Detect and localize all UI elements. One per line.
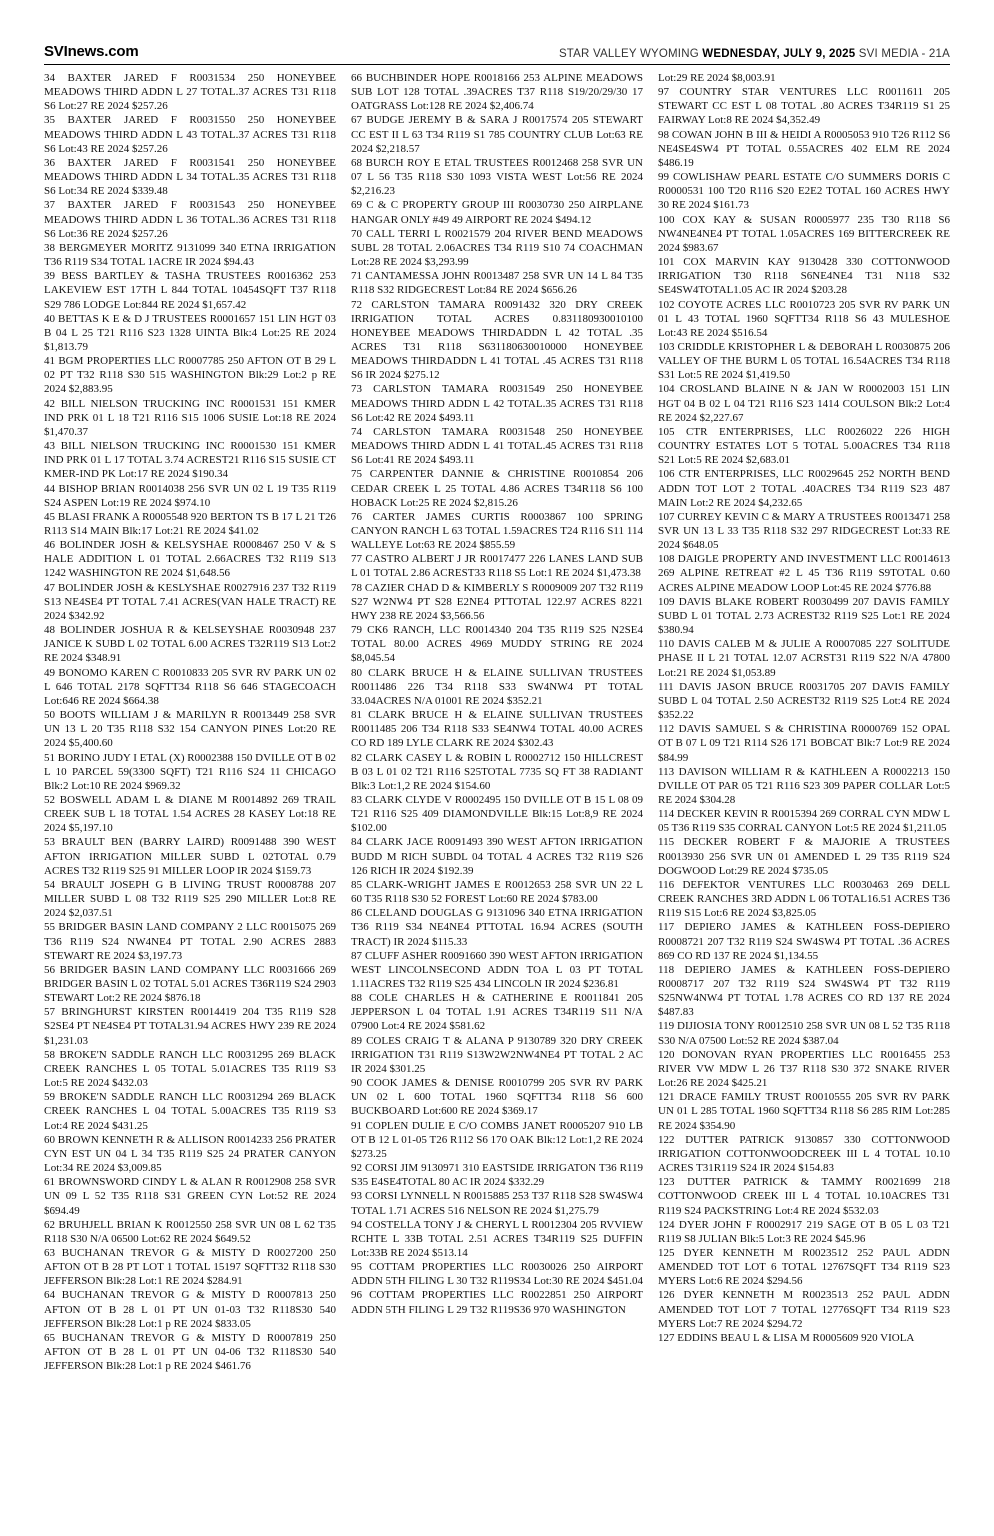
location: STAR VALLEY WYOMING [558,48,699,60]
tax-list-entry: 53 BRAULT BEN (BARRY LAIRD) R0091488 390 WEST AFTON IRRIGATION MILLER SUBD L 02TOTAL 0.79 ACRES T32 R119 S25 91 MILLER LOOP IR 2024 $159.73 [44,836,336,877]
tax-list-entry: 89 COLES CRAIG T & ALANA P 9130789 320 DRY CREEK IRRIGATION T31 R119 S13W2W2NW4NE4 PT TOTAL 2 AC IR 2024 $301.25 [351,1034,643,1075]
tax-list-entry: 102 COYOTE ACRES LLC R0010723 205 SVR RV PARK UN 01 L 43 TOTAL 1960 SQFTT34 R118 S6 43 MULESHOE Lot:43 RE 2024 $516.54 [658,298,950,339]
tax-list-entry: 83 CLARK CLYDE V R0002495 150 DVILLE OT B 15 L 08 09 T21 R116 S25 409 DIAMONDVILLE Blk:15 Lot:8,9 RE 2024 $102.00 [351,793,643,835]
tax-list-entry: 76 CARTER JAMES CURTIS R0003867 100 SPRING CANYON RANCH L 63 TOTAL 1.59ACRES T24 R116 S11 114 WALLEYE Lot:63 RE 2024 $855.59 [351,510,643,552]
tax-list-entry: 52 BOSWELL ADAM L & DIANE M R0014892 269 TRAIL CREEK SUB L 18 TOTAL 1.54 ACRES 28 KASEY Lot:18 RE 2024 $5,197.10 [44,793,336,835]
tax-list-entry: 123 DUTTER PATRICK & TAMMY R0021699 218 COTTONWOOD CREEK III L 4 TOTAL 10.10ACRES T31 R119 S24 PACKSTRING Lot:4 RE 2024 $532.03 [658,1176,950,1217]
section-page: SVI MEDIA - 21A [858,48,950,60]
tax-list-entry: 92 CORSI JIM 9130971 310 EASTSIDE IRRIGATON T36 R119 S35 E4SE4TOTAL 80 AC IR 2024 $332.29 [351,1162,643,1189]
tax-list-entry: 86 CLELAND DOUGLAS G 9131096 340 ETNA IRRIGATION T36 R119 S34 NE4NE4 PTTOTAL 16.94 ACRES (SOUTH TRACT) IR 2024 $115.33 [351,907,643,948]
tax-list-entry: 125 DYER KENNETH M R0023512 252 PAUL ADDN AMENDED TOT LOT 6 TOTAL 12767SQFT T34 R119 S23 MYERS Lot:6 RE 2024 $294.56 [658,1246,950,1288]
tax-list-entry: 45 BLASI FRANK A R0005548 920 BERTON TS B 17 L 21 T26 R113 S14 MAIN Blk:17 Lot:21 RE 2024 $41.02 [44,510,336,537]
tax-list-entry: 69 C & C PROPERTY GROUP III R0030730 250 AIRPLANE HANGAR ONLY #49 49 AIRPORT RE 2024 $494.12 [351,199,643,226]
tax-list-entry: 116 DEFEKTOR VENTURES LLC R0030463 269 DELL CREEK RANCHES 3RD ADDN L 06 TOTAL16.51 ACRES T36 R119 S15 Lot:6 RE 2024 $3,825.05 [658,878,950,920]
tax-list-entry: 38 BERGMEYER MORITZ 9131099 340 ETNA IRRIGATION T36 R119 S34 TOTAL 1ACRE IR 2024 $94.43 [44,241,336,269]
tax-list-entry: 41 BGM PROPERTIES LLC R0007785 250 AFTON OT B 29 L 02 PT T32 R118 S30 515 WASHINGTON Blk:29 Lot:2 p RE 2024 $2,883.95 [44,355,336,396]
tax-list-entry: 114 DECKER KEVIN R R0015394 269 CORRAL CYN MDW L 05 T36 R119 S35 CORRAL CANYON Lot:5 RE 2024 $1,211.05 [658,808,950,835]
tax-list-entry: 40 BETTAS K E & D J TRUSTEES R0001657 151 LIN HGT 03 B 04 L 25 T21 R116 S23 1328 UINTA Blk:4 Lot:25 RE 2024 $1,813.79 [44,312,336,353]
tax-list-entry: 39 BESS BARTLEY & TASHA TRUSTEES R0016362 253 LAKEVIEW EST 17TH L 844 TOTAL 10454SQFT T37 R118 S29 786 LODGE Lot:844 RE 2024 $1,657.42 [44,270,336,311]
tax-list-entry: 51 BORINO JUDY I ETAL (X) R0002388 150 DVILLE OT B 02 L 10 PARCEL 59(3300 SQFT) T21 R116 S24 11 CHICAGO Blk:2 Lot:10 RE 2024 $969.32 [44,751,336,792]
tax-list-entry: 35 BAXTER JARED F R0031550 250 HONEYBEE MEADOWS THIRD ADDN L 43 TOTAL.37 ACRES T31 R118 S6 Lot:43 RE 2024 $257.26 [44,114,336,155]
tax-list-entry: 66 BUCHBINDER HOPE R0018166 253 ALPINE MEADOWS SUB LOT 128 TOTAL .39ACRES T37 R118 S19/20/29/30 17 OATGRASS Lot:128 RE 2024 $2,406.74 [351,72,643,113]
tax-list-entry: 64 BUCHANAN TREVOR G & MISTY D R0007813 250 AFTON OT B 28 L 01 PT UN 01-03 T32 R118S30 540 JEFFERSON Blk:28 Lot:1 p RE 2024 $833.05 [44,1289,336,1330]
tax-list-entry: 49 BONOMO KAREN C R0010833 205 SVR RV PARK UN 02 L 646 TOTAL 2178 SQFTT34 R118 S6 646 STAGECOACH Lot:646 RE 2024 $664.38 [44,666,336,707]
tax-list-entry: 59 BROKE'N SADDLE RANCH LLC R0031294 269 BLACK CREEK RANCHES L 04 TOTAL 5.00ACRES T35 R119 S3 Lot:4 RE 2024 $431.25 [44,1091,336,1132]
tax-list-entry: 71 CANTAMESSA JOHN R0013487 258 SVR UN 14 L 84 T35 R118 S32 RIDGECREST Lot:84 RE 2024 $656.26 [351,270,643,297]
column-2 [351,71,643,1373]
tax-list-entry: 57 BRINGHURST KIRSTEN R0014419 204 T35 R119 S28 S2SE4 PT NE4SE4 PT TOTAL31.94 ACRES HWY 239 RE 2024 $1,231.03 [44,1006,336,1047]
column-1 [44,71,336,1373]
tax-list-entry: 34 BAXTER JARED F R0031534 250 HONEYBEE MEADOWS THIRD ADDN L 27 TOTAL.37 ACRES T31 R118 S6 Lot:27 RE 2024 $257.26 [44,72,336,113]
tax-list-entry: 81 CLARK BRUCE H & ELAINE SULLIVAN TRUSTEES R0011485 206 T34 R118 S33 SE4NW4 TOTAL 40.00 ACRES CO RD 189 LYLE CLARK RE 2024 $302.43 [351,709,643,750]
tax-list-entry: 82 CLARK CASEY L & ROBIN L R0002712 150 HILLCREST B 03 L 01 02 T21 R116 S25TOTAL 7735 SQ FT 38 RADIANT Blk:3 Lot:1,2 RE 2024 $154.60 [351,751,643,792]
tax-list-entry: 73 CARLSTON TAMARA R0031549 250 HONEYBEE MEADOWS THIRD ADDN L 42 TOTAL.35 ACRES T31 R118 S6 Lot:42 RE 2024 $493.11 [351,383,643,424]
tax-list-entry: 95 COTTAM PROPERTIES LLC R0030026 250 AIRPORT ADDN 5TH FILING L 30 T32 R119S34 Lot:30 RE 2024 $451.04 [351,1261,644,1288]
tax-list-entry: 36 BAXTER JARED F R0031541 250 HONEYBEE MEADOWS THIRD ADDN L 34 TOTAL.35 ACRES T31 R118 S6 Lot:34 RE 2024 $339.48 [44,156,336,198]
tax-list-entry: 97 COUNTRY STAR VENTURES LLC R0011611 205 STEWART CC EST L 08 TOTAL .80 ACRES T34R119 S1 25 FAIRWAY Lot:8 RE 2024 $4,352.49 [658,86,950,127]
tax-list-entry: 44 BISHOP BRIAN R0014038 256 SVR UN 02 L 19 T35 R119 S24 ASPEN Lot:19 RE 2024 $974.10 [44,482,336,509]
issue-date: WEDNESDAY, JULY 9, 2025 [702,48,856,60]
tax-list-entry: 94 COSTELLA TONY J & CHERYL L R0012304 205 RVVIEW RCHTE L 33B TOTAL 2.51 ACRES T34R119 S25 DUFFIN Lot:33B RE 2024 $513.14 [351,1218,643,1259]
tax-list-entry: 63 BUCHANAN TREVOR G & MISTY D R0027200 250 AFTON OT B 28 PT LOT 1 TOTAL 15197 SQFTT32 R118 S30 JEFFERSON Blk:28 Lot:1 RE 2024 $284.91 [44,1246,336,1288]
tax-list-entry: 62 BRUHJELL BRIAN K R0012550 258 SVR UN 08 L 62 T35 R118 S30 N/A 06500 Lot:62 RE 2024 $649.52 [44,1218,336,1245]
tax-list-entry: 106 CTR ENTERPRISES, LLC R0029645 252 NORTH BEND ADDN TOT LOT 2 TOTAL .40ACRES T34 R119 S23 487 MAIN Lot:2 RE 2024 $4,232.65 [658,468,950,509]
tax-list-entry: 58 BROKE'N SADDLE RANCH LLC R0031295 269 BLACK CREEK RANCHES L 05 TOTAL 5.01ACRES T35 R119 S3 Lot:5 RE 2024 $432.03 [44,1048,336,1090]
tax-list-entry: 122 DUTTER PATRICK 9130857 330 COTTONWOOD IRRIGATION COTTONWOODCREEK III L 4 TOTAL 10.10 ACRES T31R119 S24 IR 2024 $154.83 [658,1133,950,1175]
tax-list-entry: 119 DIJIOSIA TONY R0012510 258 SVR UN 08 L 52 T35 R118 S30 N/A 07500 Lot:52 RE 2024 $387.04 [658,1020,950,1047]
tax-list-entry: 43 BILL NIELSON TRUCKING INC R0001530 151 KMER IND PRK 01 L 17 TOTAL 3.74 ACREST21 R116 S15 SUSIE CT KMER-IND PK Lot:17 RE 2024 $190.34 [44,440,336,481]
tax-list-entry: 54 BRAULT JOSEPH G B LIVING TRUST R0008788 207 MILLER SUBD L 08 T32 R119 S25 290 MILLER Lot:8 RE 2024 $2,037.51 [44,878,336,920]
tax-list-entry: Lot:29 RE 2024 $8,003.91 [658,72,776,84]
tax-list-entry: 126 DYER KENNETH M R0023513 252 PAUL ADDN AMENDED TOT LOT 7 TOTAL 12776SQFT T34 R119 S23 MYERS Lot:7 RE 2024 $294.72 [658,1289,950,1330]
tax-list-entry: 84 CLARK JACE R0091493 390 WEST AFTON IRRIGATION BUDD M RICH SUBDL 04 TOTAL 4 ACRES T32 R119 S26 126 RICH IR 2024 $192.39 [351,836,643,877]
tax-list-entry: 78 CAZIER CHAD D & KIMBERLY S R0009009 207 T32 R119 S27 W2NW4 PT S28 E2NE4 PTTOTAL 122.97 ACRES 8221 HWY 238 RE 2024 $3,566.56 [351,581,643,622]
tax-list-entry: 113 DAVISON WILLIAM R & KATHLEEN A R0002213 150 DVILLE OT PAR 05 T21 R116 S23 309 PAPER COLLAR Lot:5 RE 2024 $304.28 [658,765,950,806]
tax-list-entry: 65 BUCHANAN TREVOR G & MISTY D R0007819 250 AFTON OT B 28 L 01 PT UN 04-06 T32 R118S30 540 JEFFERSON Blk:28 Lot:1 p RE 2024 $461.76 [44,1331,336,1373]
tax-list-entry: 117 DEPIERO JAMES & KATHLEEN FOSS-DEPIERO R0008721 207 T32 R119 S24 SW4SW4 PT TOTAL .36 ACRES 869 CO RD 137 RE 2024 $1,134.55 [658,921,950,962]
tax-list-entry: 90 COOK JAMES & DENISE R0010799 205 SVR RV PARK UN 02 L 600 TOTAL 1960 SQFTT34 R118 S6 600 BUCKBOARD Lot:600 RE 2024 $369.17 [351,1077,643,1118]
tax-list-entry: 98 COWAN JOHN B III & HEIDI A R0005053 910 T26 R112 S6 NE4SE4SW4 PT TOTAL 0.55ACRES 402 ELM RE 2024 $486.19 [658,128,950,169]
tax-list-entry: 47 BOLINDER JOSH & KESLYSHAE R0027916 237 T32 R119 S13 NE4SE4 PT TOTAL 7.41 ACRES(VAN HALE TRACT) RE 2024 $342.92 [44,581,336,622]
tax-list-entry: 109 DAVIS BLAKE ROBERT R0030499 207 DAVIS FAMILY SUBD L 01 TOTAL 2.73 ACREST32 R119 S25 Lot:1 RE 2024 $380.94 [658,595,950,637]
tax-list-entry: 100 COX KAY & SUSAN R0005977 235 T30 R118 S6 NW4NE4NE4 PT TOTAL 1.05ACRES 169 BITTERCREEK RE 2024 $983.67 [658,213,950,254]
tax-list-entry: 68 BURCH ROY E ETAL TRUSTEES R0012468 258 SVR UN 07 L 56 T35 R118 S30 1093 VISTA WEST Lot:56 RE 2024 $2,216.23 [351,156,643,198]
tax-list-entry: 93 CORSI LYNNELL N R0015885 253 T37 R118 S28 SW4SW4 TOTAL 1.71 ACRES 516 NELSON RE 2024 $1,275.79 [351,1190,643,1217]
tax-list-entry: 72 CARLSTON TAMARA R0091432 320 DRY CREEK IRRIGATION TOTAL ACRES 0.831180930010100 HONEYBEE MEADOWS THIRDADDN L 42 TOTAL .35 ACRES T31 R118 S631180630010000 HONEYBEE MEADOWS THIRDADDN L 41 TOTAL .45 ACRES T31 R118 S6 IR 2024 $275.12 [351,298,643,382]
dateline [559,48,950,60]
tax-list-entry: 61 BROWNSWORD CINDY L & ALAN R R0012908 258 SVR UN 09 L 52 T35 R118 S31 GREEN CYN Lot:52 RE 2024 $694.49 [44,1176,336,1217]
tax-list-entry: 96 COTTAM PROPERTIES LLC R0022851 250 AIRPORT ADDN 5TH FILING L 29 T32 R119S36 970 WASHINGTON [351,1289,643,1316]
tax-list-entry: 48 BOLINDER JOSHUA R & KELSEYSHAE R0030948 237 JANICE K SUBD L 02 TOTAL 6.00 ACRES T32R119 S13 Lot:2 RE 2024 $348.91 [44,624,336,665]
listing-columns [44,71,950,1373]
tax-list-entry: 103 CRIDDLE KRISTOPHER L & DEBORAH L R0030875 206 VALLEY OF THE BURM L 05 TOTAL 16.54ACRES T34 R118 S31 Lot:5 RE 2024 $1,419.50 [658,340,950,382]
tax-list-entry: 77 CASTRO ALBERT J JR R0017477 226 LANES LAND SUB L 01 TOTAL 2.86 ACREST33 R118 S5 Lot:1 RE 2024 $1,473.38 [351,553,643,580]
tax-list-entry: 88 COLE CHARLES H & CATHERINE E R0011841 205 JEPPERSON L 04 TOTAL 1.91 ACRES T34R119 S11 N/A 07900 Lot:4 RE 2024 $581.62 [351,992,643,1033]
tax-list-entry: 80 CLARK BRUCE H & ELAINE SULLIVAN TRUSTEES R0011486 226 T34 R118 S33 SW4NW4 PT TOTAL 33.04ACRES N/A 01001 RE 2024 $352.21 [351,666,643,707]
tax-list-entry: 99 COWLISHAW PEARL ESTATE C/O SUMMERS DORIS C R0000531 100 T20 R116 S20 E2E2 TOTAL 160 ACRES HWY 30 RE 2024 $161.73 [658,171,950,212]
tax-list-entry: 112 DAVIS SAMUEL S & CHRISTINA R0000769 152 OPAL OT B 07 L 09 T21 R114 S26 171 BOBCAT Blk:7 Lot:9 RE 2024 $84.99 [658,723,950,764]
tax-list-entry: 120 DONOVAN RYAN PROPERTIES LLC R0016455 253 RIVER VW MDW L 26 T37 R118 S30 372 SNAKE RIVER Lot:26 RE 2024 $425.21 [658,1048,950,1090]
tax-list-entry: 75 CARPENTER DANNIE & CHRISTINE R0010854 206 CEDAR CREEK L 25 TOTAL 4.86 ACRES T34R118 S6 100 HOBACK Lot:25 RE 2024 $2,815.26 [351,468,643,509]
header-rule [44,64,950,65]
tax-list-entry: 50 BOOTS WILLIAM J & MARILYN R R0013449 258 SVR UN 13 L 20 T35 R118 S32 154 CANYON PINES Lot:20 RE 2024 $5,400.60 [44,709,336,750]
tax-list-entry: 87 CLUFF ASHER R0091660 390 WEST AFTON IRRIGATION WEST LINCOLNSECOND ADDN TOA L 03 PT TOTAL 1.11ACRES T32 R119 S25 434 LINCOLN IR 2024 $236.81 [351,949,643,990]
tax-list-entry: 67 BUDGE JEREMY B & SARA J R0017574 205 STEWART CC EST II L 63 T34 R119 S1 785 COUNTRY CLUB Lot:63 RE 2024 $2,218.57 [351,114,643,155]
tax-list-entry: 110 DAVIS CALEB M & JULIE A R0007085 227 SOLITUDE PHASE II L 21 TOTAL 12.07 ACRST31 R119 S22 N/A 47800 Lot:21 RE 2024 $1,053.89 [658,638,950,679]
tax-list-entry: 70 CALL TERRI L R0021579 204 RIVER BEND MEADOWS SUBL 28 TOTAL 2.06ACRES T34 R119 S10 74 COACHMAN Lot:28 RE 2024 $3,293.99 [351,227,643,269]
tax-list-entry: 74 CARLSTON TAMARA R0031548 250 HONEYBEE MEADOWS THIRD ADDN L 41 TOTAL.45 ACRES T31 R118 S6 Lot:41 RE 2024 $493.11 [351,425,643,467]
tax-list-entry: 104 CROSLAND BLAINE N & JAN W R0002003 151 LIN HGT 04 B 02 L 04 T21 R116 S23 1414 COULSON Blk:2 Lot:4 RE 2024 $2,227.67 [658,383,950,424]
tax-list-entry: 79 CK6 RANCH, LLC R0014340 204 T35 R119 S25 N2SE4 TOTAL 80.00 ACRES 4969 MUDDY STRING RE 2024 $8,045.54 [351,624,643,665]
site-name[interactable]: SVInews.com [44,43,139,60]
tax-list-entry: 124 DYER JOHN F R0002917 219 SAGE OT B 05 L 03 T21 R119 S8 JULIAN Blk:5 Lot:3 RE 2024 $45.96 [658,1218,950,1245]
tax-list-entry: 42 BILL NIELSON TRUCKING INC R0001531 151 KMER IND PRK 01 L 18 T21 R116 S15 1006 SUSIE Lot:18 RE 2024 $1,470.37 [44,397,336,438]
tax-list-entry: 108 DAIGLE PROPERTY AND INVESTMENT LLC R0014613 269 ALPINE RETREAT #2 L 45 T36 R119 S9TOTAL 0.60 ACRES ALPINE MEADOW LOOP Lot:45 RE 2024 $776.88 [658,553,950,594]
tax-list-entry: 85 CLARK-WRIGHT JAMES E R0012653 258 SVR UN 22 L 60 T35 R118 S30 52 FOREST Lot:60 RE 2024 $783.00 [351,878,643,906]
tax-list-entry: 105 CTR ENTERPRISES, LLC R0026022 226 HIGH COUNTRY ESTATES LOT 5 TOTAL 5.00ACRES T34 R118 S21 Lot:5 RE 2024 $2,683.01 [658,425,950,467]
tax-list-entry: 56 BRIDGER BASIN LAND COMPANY LLC R0031666 269 BRIDGER BASIN L 02 TOTAL 5.01 ACRES T36R119 S24 2903 STEWART Lot:2 RE 2024 $876.18 [44,963,336,1005]
tax-list-entry: 118 DEPIERO JAMES & KATHLEEN FOSS-DEPIERO R0008717 207 T32 R119 S24 SW4SW4 PT T32 R119 S25NW4NW4 PT TOTAL 1.78 ACRES CO RD 137 RE 2024 $487.83 [658,963,950,1019]
tax-list-entry: 91 COPLEN DULIE E C/O COMBS JANET R0005207 910 LB OT B 12 L 01-05 T26 R112 S6 170 OAK Blk:12 Lot:1,2 RE 2024 $273.25 [351,1119,643,1160]
tax-list-entry: 101 COX MARVIN KAY 9130428 330 COTTONWOOD IRRIGATION T30 R118 S6NE4NE4 T31 N118 S32 SE4SW4TOTAL1.05 AC IR 2024 $203.28 [658,256,950,297]
tax-list-entry: 121 DRACE FAMILY TRUST R0010555 205 SVR RV PARK UN 01 L 285 TOTAL 1960 SQFTT34 R118 S6 285 RIM Lot:285 RE 2024 $354.90 [658,1091,950,1132]
tax-list-entry: 107 CURREY KEVIN C & MARY A TRUSTEES R0013471 258 SVR UN 13 L 33 T35 R118 S32 297 RIDGECREST Lot:33 RE 2024 $648.05 [658,510,950,552]
masthead [44,38,950,60]
tax-list-entry: 46 BOLINDER JOSH & KELSYSHAE R0008467 250 V & S HALE ADDITION L 01 TOTAL 2.66ACRES T32 R119 S13 1242 WASHINGTON RE 2024 $1,648.56 [44,539,336,580]
tax-list-entry: 37 BAXTER JARED F R0031543 250 HONEYBEE MEADOWS THIRD ADDN L 36 TOTAL.36 ACRES T31 R118 S6 Lot:36 RE 2024 $257.26 [44,199,336,240]
tax-list-entry: 115 DECKER ROBERT F & MAJORIE A TRUSTEES R0013930 256 SVR UN 01 AMENDED L 29 T35 R119 S24 DOGWOOD Lot:29 RE 2024 $735.05 [658,836,950,877]
tax-list-entry: 127 EDDINS BEAU L & LISA M R0005609 920 VIOLA [658,1331,915,1344]
tax-list-entry: 60 BROWN KENNETH R & ALLISON R0014233 256 PRATER CYN EST UN 04 L 34 T35 R119 S25 24 PRATER CANYON Lot:34 RE 2024 $3,009.85 [44,1133,336,1175]
tax-list-entry: 55 BRIDGER BASIN LAND COMPANY 2 LLC R0015075 269 T36 R119 S24 NW4NE4 PT TOTAL 2.90 ACRES 2883 STEWART RE 2024 $3,197.73 [44,921,336,962]
column-3 [658,71,950,1373]
tax-list-entry: 111 DAVIS JASON BRUCE R0031705 207 DAVIS FAMILY SUBD L 04 TOTAL 2.50 ACREST32 R119 S25 Lot:4 RE 2024 $352.22 [658,680,950,722]
